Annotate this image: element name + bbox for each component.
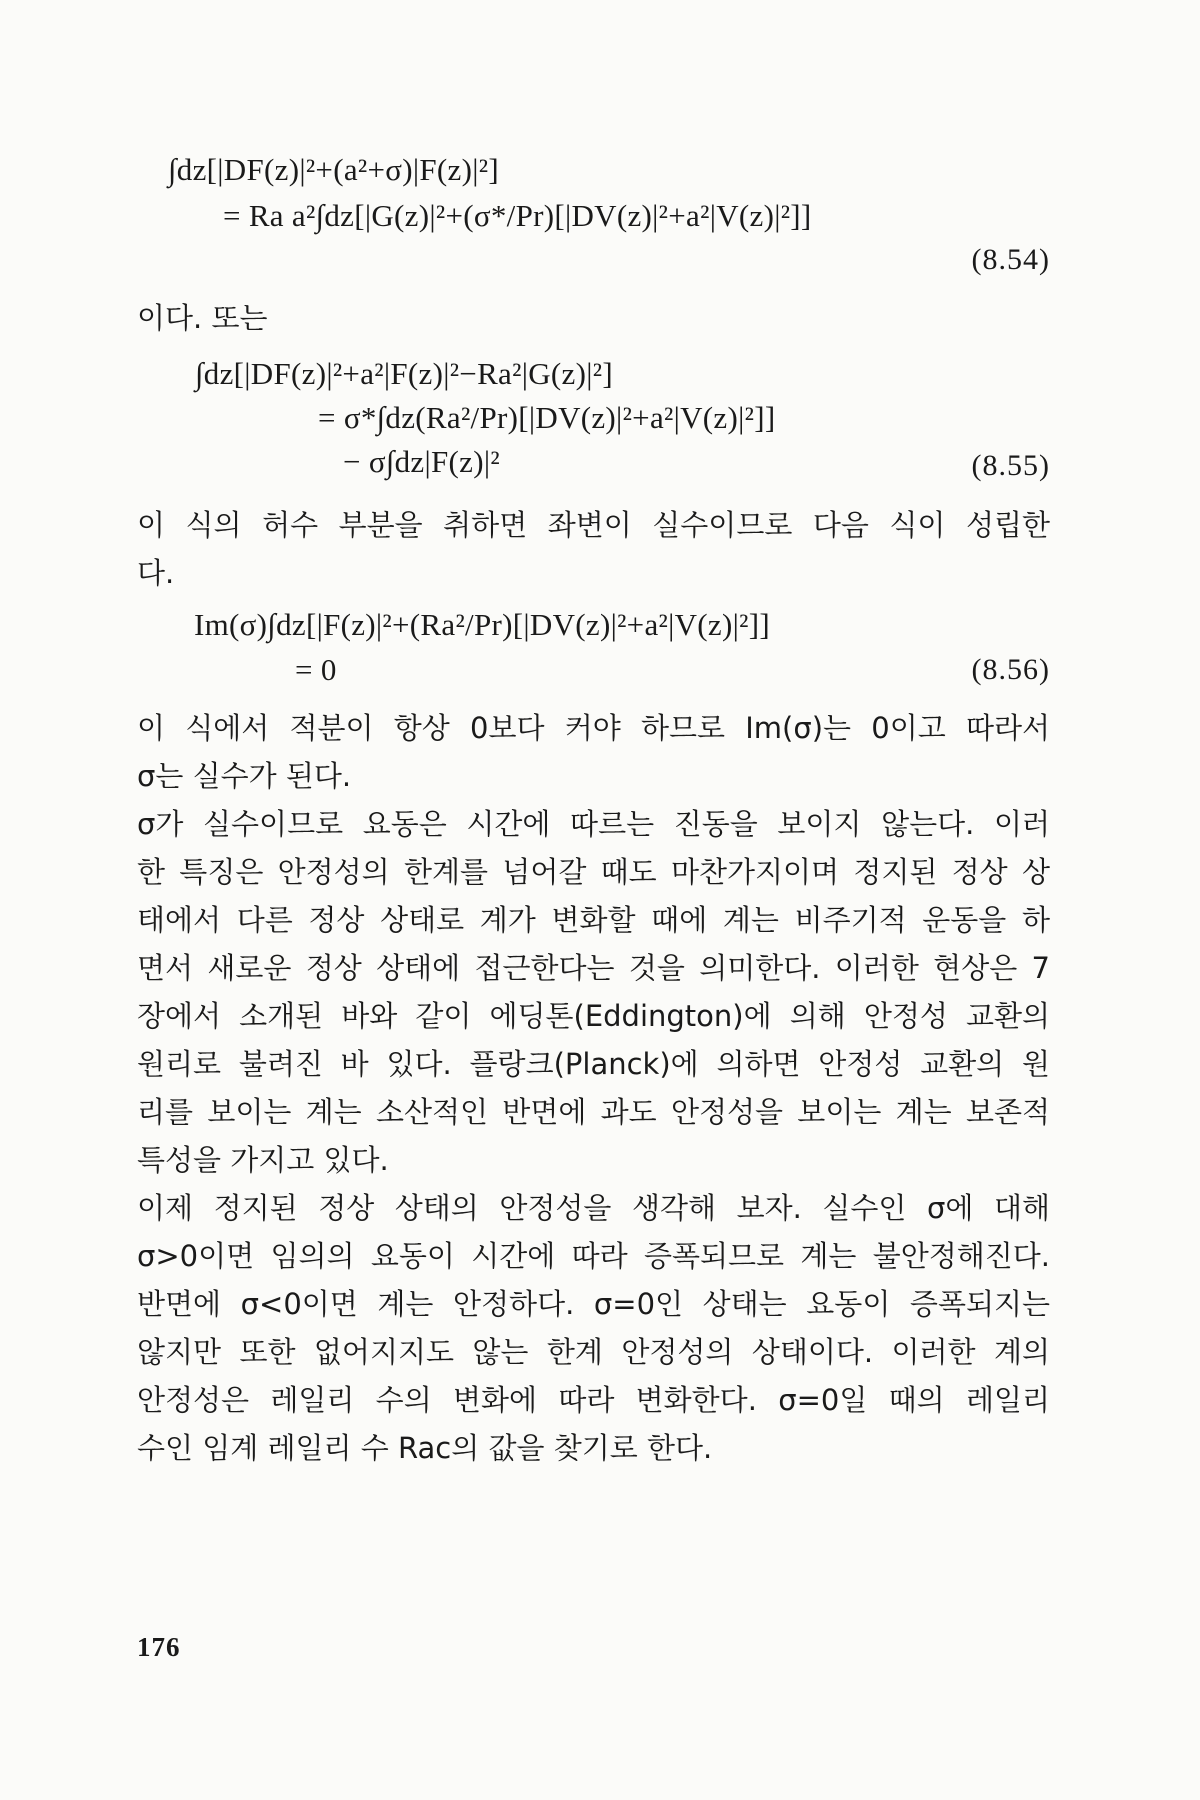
text-line-13: 특성을 가지고 있다. bbox=[137, 1143, 389, 1177]
text-line-05: σ는 실수가 된다. bbox=[137, 759, 352, 793]
text-line-01: 이다. 또는 bbox=[137, 301, 268, 335]
text-line-18: 안정성은 레일리 수의 변화에 따라 변화한다. σ=0일 때의 레일리 bbox=[137, 1383, 1050, 1417]
text-line-07: 한 특징은 안정성의 한계를 넘어갈 때도 마찬가지이며 정지된 정상 상 bbox=[137, 855, 1050, 889]
equation-number-8-54: (8.54) bbox=[971, 243, 1050, 276]
text-line-06: σ가 실수이므로 요동은 시간에 따르는 진동을 보이지 않는다. 이러 bbox=[137, 807, 1050, 841]
equation-8-55-line-1: ∫dz[|DF(z)|²+a²|F(z)|²−Ra²|G(z)|²] bbox=[195, 356, 613, 391]
equation-8-55-line-2: = σ*∫dz(Ra²/Pr)[|DV(z)|²+a²|V(z)|²]] bbox=[318, 400, 776, 435]
equation-number-8-56: (8.56) bbox=[971, 653, 1050, 686]
text-line-03: 다. bbox=[137, 556, 175, 590]
text-line-16: 반면에 σ<0이면 계는 안정하다. σ=0인 상태는 요동이 증폭되지는 bbox=[137, 1287, 1050, 1321]
text-line-17: 않지만 또한 없어지지도 않는 한계 안정성의 상태이다. 이러한 계의 bbox=[137, 1335, 1050, 1369]
equation-8-55-line-3: − σ∫dz|F(z)|² bbox=[343, 444, 500, 479]
page-number: 176 bbox=[137, 1632, 181, 1662]
equation-8-54-line-1: ∫dz[|DF(z)|²+(a²+σ)|F(z)|²] bbox=[168, 152, 499, 187]
equation-number-8-55: (8.55) bbox=[971, 449, 1050, 482]
text-line-11: 원리로 불려진 바 있다. 플랑크(Planck)에 의하면 안정성 교환의 원 bbox=[137, 1047, 1050, 1081]
text-line-08: 태에서 다른 정상 상태로 계가 변화할 때에 계는 비주기적 운동을 하 bbox=[137, 903, 1050, 937]
text-line-09: 면서 새로운 정상 상태에 접근한다는 것을 의미한다. 이러한 현상은 7 bbox=[137, 951, 1050, 985]
equation-8-54-line-2: = Ra a²∫dz[|G(z)|²+(σ*/Pr)[|DV(z)|²+a²|V(z)|²]] bbox=[223, 198, 812, 233]
text-line-19: 수인 임계 레일리 수 Raᴄ의 값을 찾기로 한다. bbox=[137, 1431, 713, 1465]
text-line-04: 이 식에서 적분이 항상 0보다 커야 하므로 Im(σ)는 0이고 따라서 bbox=[137, 711, 1050, 745]
text-line-10: 장에서 소개된 바와 같이 에딩톤(Eddington)에 의해 안정성 교환의 bbox=[137, 999, 1050, 1033]
text-line-12: 리를 보이는 계는 소산적인 반면에 과도 안정성을 보이는 계는 보존적 bbox=[137, 1095, 1050, 1129]
equation-8-56-line-1: Im(σ)∫dz[|F(z)|²+(Ra²/Pr)[|DV(z)|²+a²|V(z)|²]] bbox=[194, 607, 770, 642]
text-line-02: 이 식의 허수 부분을 취하면 좌변이 실수이므로 다음 식이 성립한 bbox=[137, 508, 1050, 542]
text-line-15: σ>0이면 임의의 요동이 시간에 따라 증폭되므로 계는 불안정해진다. bbox=[137, 1239, 1050, 1273]
text-line-14: 이제 정지된 정상 상태의 안정성을 생각해 보자. 실수인 σ에 대해 bbox=[137, 1191, 1050, 1225]
equation-8-56-line-2: = 0 bbox=[295, 652, 337, 687]
